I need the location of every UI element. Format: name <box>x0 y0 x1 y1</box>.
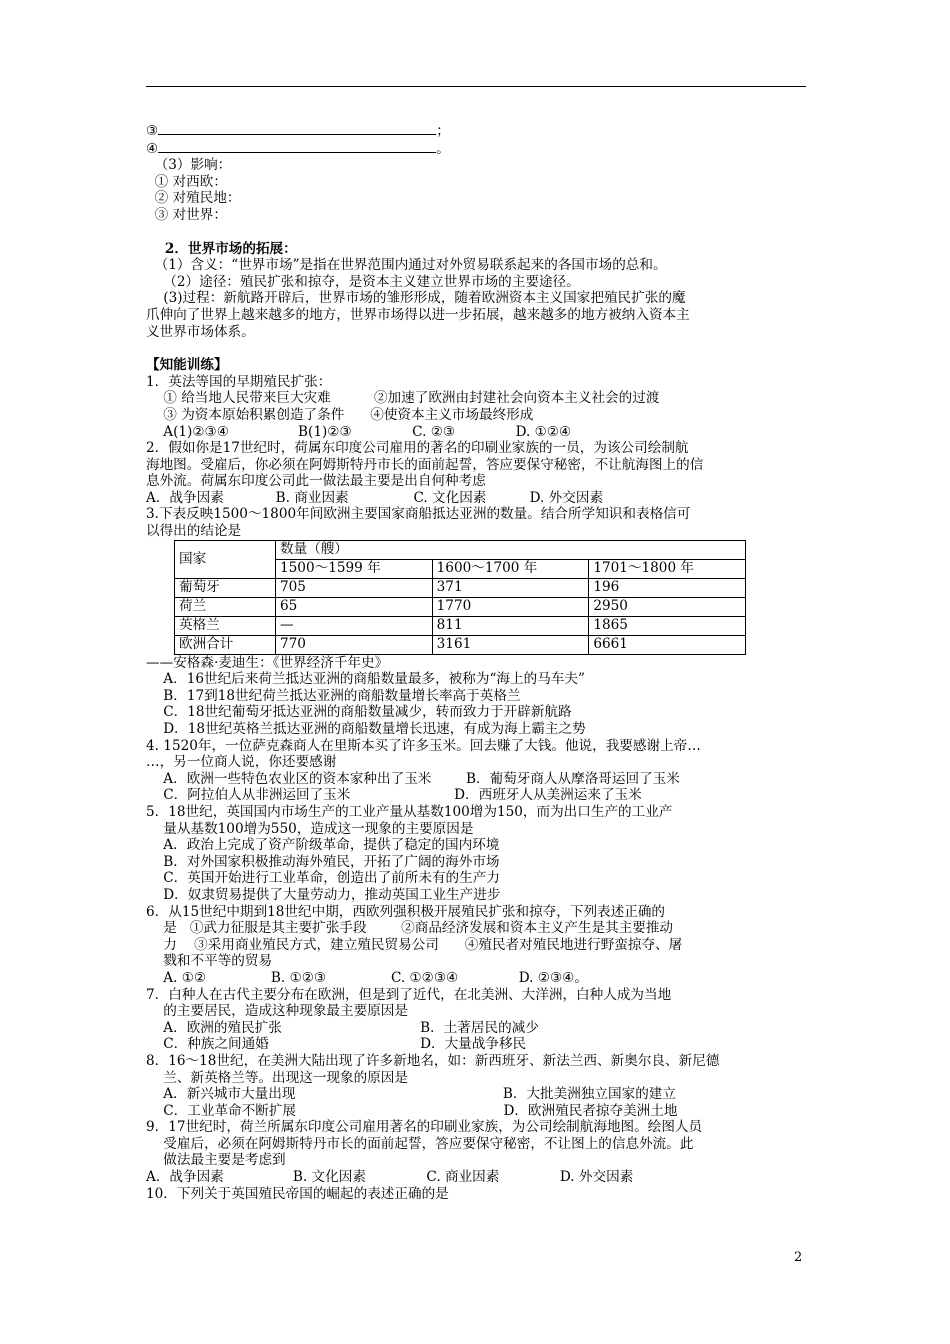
text-line: (3)过程：新航路开辟后，世界市场的雏形形成，随着欧洲资本主义国家把殖民扩张的魔 <box>146 290 686 307</box>
text-line: A．战争因素 B. 商业因素 C. 文化因素 D. 外交因素 <box>146 489 604 506</box>
text-line: A．新兴城市大量出现 B．大批美洲独立国家的建立 <box>146 1086 676 1103</box>
text-line: （3）影响： <box>146 157 232 174</box>
text-line: 力 ③采用商业殖民方式，建立殖民贸易公司 ④殖民者对殖民地进行野蛮掠夺、屠 <box>146 936 683 953</box>
text-line: D．18世纪英格兰抵达亚洲的商船数量增长迅速，有成为海上霸主之势 <box>146 721 586 738</box>
text-line: ——安格森·麦迪生：《世界经济千年史》 <box>146 654 389 671</box>
text-line: 量从基数100增为550，造成这一现象的主要原因是 <box>146 820 474 837</box>
text-line: A．政治上完成了资产阶级革命，提供了稳定的国内环境 <box>146 837 500 854</box>
text-line: D．奴隶贸易提供了大量劳动力，推动英国工业生产进步 <box>146 886 501 903</box>
text-line: 的主要居民，造成这种现象最主要原因是 <box>146 1003 408 1020</box>
table-cell: 770 <box>276 635 433 654</box>
fill-blank-4: ④ 。 <box>146 140 450 157</box>
text-line: 爪伸向了世界上越来越多的地方，世界市场得以进一步拓展，越来越多的地方被纳入资本主 <box>146 306 690 323</box>
text-line: 3.下表反映1500～1800年间欧洲主要国家商船抵达亚洲的数量。结合所学知识和表格信可 <box>146 506 691 523</box>
text-line: 7．白种人在古代主要分布在欧洲，但是到了近代，在北美洲、大洋洲，白种人成为当地 <box>146 986 672 1003</box>
blank-line <box>158 140 436 153</box>
section-heading: 2．世界市场的拓展： <box>146 240 297 257</box>
ship-count-table <box>174 540 746 655</box>
text-line: 做法最主要是考虑到 <box>146 1152 286 1169</box>
text-line: 兰、新英格兰等。出现这一现象的原因是 <box>146 1069 408 1086</box>
text-line: （2）途径：殖民扩张和掠夺，是资本主义建立世界市场的主要途径。 <box>146 273 580 290</box>
table-header: 国家 <box>175 540 276 578</box>
text-line: 海地图。受雇后，你必须在阿姆斯特丹市长的面前起誓，答应要保守秘密，不让航海图上的信 <box>146 456 704 473</box>
text-line: 5．18世纪，英国国内市场生产的工业产量从基数100增为150，而为出口生产的工业产 <box>146 804 673 820</box>
text-line: 1．英法等国的早期殖民扩张： <box>146 373 332 390</box>
table-cell: 811 <box>432 616 589 635</box>
table-cell: — <box>276 616 433 635</box>
fill-blank-3: ③ ； <box>146 123 450 139</box>
table-cell: 1865 <box>589 616 746 635</box>
text-line: 9．17世纪时，荷兰所属东印度公司雇用著名的印刷业家族，为公司绘制航海地图。绘图人员 <box>146 1119 703 1136</box>
text-line: A．16世纪后来荷兰抵达亚洲的商船数量最多，被称为“海上的马车夫” <box>146 671 585 688</box>
text-line: A．欧洲一些特色农业区的资本家种出了玉米 B．葡萄牙商人从摩洛哥运回了玉米 <box>146 770 680 787</box>
text-line: ② 对殖民地： <box>146 190 241 207</box>
table-cell: 3161 <box>432 635 589 654</box>
table-header: 1600～1700 年 <box>432 559 589 578</box>
text-line: C．种族之间通婚 D．大量战争移民 <box>146 1036 527 1053</box>
text-line: ③ 为资本原始积累创造了条件 ④使资本主义市场最终形成 <box>146 406 534 423</box>
table-cell: 371 <box>432 578 589 597</box>
text-line: C．18世纪葡萄牙抵达亚洲的商船数量减少，转而致力于开辟新航路 <box>146 704 572 721</box>
table-cell: 英格兰 <box>175 616 276 635</box>
table-cell: 欧洲合计 <box>175 635 276 654</box>
text-line: 受雇后，必须在阿姆斯特丹市长的面前起誓，答应要保守秘密，不让图上的信息外流。此 <box>146 1135 694 1152</box>
blank-line <box>158 122 436 135</box>
text-line: （1）含义：“世界市场”是指在世界范围内通过对外贸易联系起来的各国市场的总和。 <box>146 257 667 274</box>
text-line: C．工业革命不断扩展 D．欧洲殖民者掠夺美洲土地 <box>146 1102 678 1119</box>
text-line: A．战争因素 B. 文化因素 C. 商业因素 D. 外交因素 <box>146 1169 634 1186</box>
table-cell: 1770 <box>432 597 589 616</box>
table-cell: 65 <box>276 597 433 616</box>
text-line: …，另一位商人说，你还要感谢 <box>146 754 337 771</box>
text-line: B．对外国家积极推动海外殖民，开拓了广阔的海外市场 <box>146 853 500 870</box>
table-header: 1500～1599 年 <box>276 559 433 578</box>
text-line: ③ 对世界： <box>146 206 227 223</box>
text-line: A．欧洲的殖民扩张 B．土著居民的减少 <box>146 1019 539 1036</box>
text-line: 戮和不平等的贸易 <box>146 953 273 970</box>
table-cell: 荷兰 <box>175 597 276 616</box>
exercise-title: 【知能训练】 <box>146 357 228 374</box>
table-cell: 葡萄牙 <box>175 578 276 597</box>
table-cell: 705 <box>276 578 433 597</box>
table-header: 1701～1800 年 <box>589 559 746 578</box>
header-rule <box>146 86 806 87</box>
table-row <box>175 635 746 654</box>
text-line: 4. 1520年，一位萨克森商人在里斯本买了许多玉米。回去赚了大钱。他说，我要感谢上帝… <box>146 737 701 754</box>
text-line: 息外流。荷属东印度公司此一做法最主要是出自何种考虑 <box>146 473 486 490</box>
table-row <box>175 578 746 597</box>
text-line: C．英国开始进行工业革命，创造出了前所未有的生产力 <box>146 870 500 887</box>
table-header: 数量（艘） <box>276 540 746 559</box>
text-line: 2．假如你是17世纪时，荷属东印度公司雇用的著名的印刷业家族的一员，为该公司绘制航 <box>146 440 689 457</box>
table-cell: 196 <box>589 578 746 597</box>
text-line: 10．下列关于英国殖民帝国的崛起的表述正确的是 <box>146 1185 449 1202</box>
text-line: 义世界市场体系。 <box>146 323 255 340</box>
table-cell: 2950 <box>589 597 746 616</box>
text-line: A(1)②③④ B(1)②③ C. ②③ D. ①②④ <box>146 423 572 440</box>
page-content <box>146 122 810 1202</box>
text-line: 6．从15世纪中期到18世纪中期，西欧列强积极开展殖民扩张和掠夺，下列表述正确的 <box>146 903 666 920</box>
table-row <box>175 616 746 635</box>
text-line: A. ①② B. ①②③ C. ①②③④ D. ②③④。 <box>146 969 588 986</box>
text-line: 8．16～18世纪，在美洲大陆出现了许多新地名，如：新西班牙、新法兰西、新奥尔良、新尼德 <box>146 1052 720 1069</box>
text-line: B．17到18世纪荷兰抵达亚洲的商船数量增长率高于英格兰 <box>146 687 521 704</box>
table-row <box>175 597 746 616</box>
text-line: ① 给当地人民带来巨大灾难 ②加速了欧洲由封建社会向资本主义社会的过渡 <box>146 390 660 407</box>
text-line: 是 ①武力征服是其主要扩张手段 ②商品经济发展和资本主义产生是其主要推动 <box>146 920 674 937</box>
table-cell: 6661 <box>589 635 746 654</box>
text-line: C．阿拉伯人从非洲运回了玉米 D．西班牙人从美洲运来了玉米 <box>146 787 642 804</box>
text-line: ① 对西欧： <box>146 173 227 190</box>
text-line: 以得出的结论是 <box>146 523 242 540</box>
page-number: 2 <box>794 1250 803 1265</box>
